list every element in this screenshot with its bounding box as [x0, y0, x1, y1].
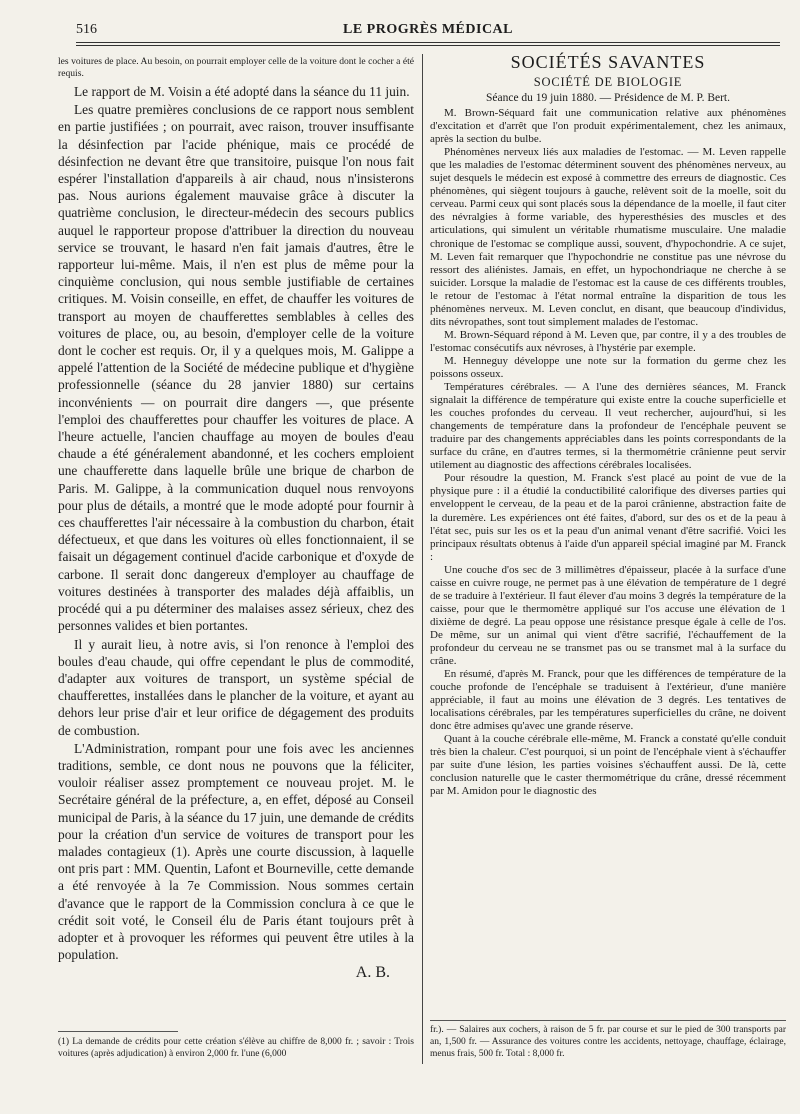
section-title: SOCIÉTÉS SAVANTES — [510, 52, 706, 72]
paragraph: L'Administration, rompant pour une fois avec les anciennes traditions, semble, ce dont nous ne pouvons que la féliciter, vouloir réaliser assez promptement ce nouveau projet. M. le Secrétaire général de la préfecture, a, en effet, déposé au Conseil municipal de Paris, à la séance du 17 juin, une demande de crédits pour la création d'un service de voitures de transport pour les malades contagieux (1). Après une courte discussion, à laquelle ont pris part : MM. Quentin, Lafont et Bourneville, cette demande a été renvoyée à la 7e Commission. Nous sommes certain d'avance que le rapport de la Commission conclura à ce que le crédit soit voté, le Conseil élu de Paris étant toujours prêt à adopter et à provoquer les réformes qui peuvent être utiles à la population. — [58, 740, 414, 963]
paragraph: M. Brown-Séquard répond à M. Leven que, par contre, il y a des troubles de l'estomac consécutifs aux névroses, à l'hystérie par exemple. — [430, 328, 786, 354]
footnote: (1) La demande de crédits pour cette création s'élève au chiffre de 8,000 fr. ; savoir : Trois voitures (après adjudication) à environ 2,000 fr. l'une (6,000 — [58, 1037, 414, 1059]
footnote-continued: fr.). — Salaires aux cochers, à raison de 5 fr. par course et sur le pied de 300 transports par an, 1,500 fr. — Assurance des voitures contre les accidents, nettoyage, chauffage, éclairage, menus frais, 500 fr. Total : 8,000 fr. — [430, 1025, 786, 1059]
footnote-rule-right — [430, 1020, 786, 1021]
society-name: SOCIÉTÉ DE BIOLOGIE — [533, 75, 683, 89]
paragraph: Le rapport de M. Voisin a été adopté dans la séance du 11 juin. — [74, 84, 410, 99]
footnote-rule — [58, 1031, 178, 1032]
column-divider — [422, 54, 423, 1064]
author-signature: A. B. — [355, 964, 390, 982]
journal-title: LE PROGRÈS MÉDICAL — [342, 22, 514, 37]
right-column — [430, 52, 786, 1020]
paragraph: Quant à la couche cérébrale elle-même, M. Franck a constaté qu'elle conduit très bien la chaleur. C'est pourquoi, si un point de l'encéphale vient à s'échauffer par suite d'une lésion, les parties voisines s'échauffent aussi. De là, cette conclusion naturelle que le caster thermométrique du crâne, dressé récemment par M. Amidon pour le diagnostic des — [430, 733, 786, 798]
session-line: Séance du 19 juin 1880. — Présidence de M. P. Bert. — [485, 92, 730, 104]
paragraph: M. Brown-Séquard fait une communication relative aux phénomènes d'excitation et d'arrêt que l'on produit expérimentalement, chez les animaux, après la section du bulbe. — [430, 107, 786, 146]
header-rule-double — [76, 45, 780, 46]
paragraph: En résumé, d'après M. Franck, pour que les différences de température de la couche profonde de l'encéphale se traduisent à l'extérieur, d'une manière appréciable, il faut au moins une élévation de 3 degrés. Les tentatives de localisations cérébrales, par les températures superficielles du crâne, ne doivent donc être admises qu'avec une grande réserve. — [430, 668, 786, 733]
page-header — [76, 22, 780, 40]
paragraph: Températures cérébrales. — A l'une des dernières séances, M. Franck signalait la différence de température qui existe entre la couche superficielle et les couches profondes du cerveau. Il veut rechercher, aujourd'hui, si les changements de température dans la profondeur de l'encéphale peuvent se traduire par des changements appréciables dans les points correspondants de la surface du crâne, en d'autres termes, si la thermométrie crânienne peut servir utilement au diagnostic des affections cérébrales localisées. — [430, 381, 786, 472]
paragraph: Une couche d'os sec de 3 millimètres d'épaisseur, placée à la surface d'une caisse en cuivre rouge, ne permet pas à une élévation de température de 1 degré de se traduire à l'extérieur. Il faut élever d'au moins 3 degrés la température de la caisse, pour que le thermomètre appliqué sur l'os accuse une élévation de 1 dixième de degré. La peau oppose une résistance presque égale à celle de l'os. De même, sur un animal qui vient d'être sacrifié, l'échauffement de la profondeur du cerveau ne se transmet pas ou se transmet mal à la surface du crâne. — [430, 563, 786, 668]
paragraph: Il y aurait lieu, à notre avis, si l'on renonce à l'emploi des boules d'eau chaude, qui offre cependant le plus de commodité, d'adapter aux voitures de transport, un système spécial de chaufferettes, installées dans le plancher de la voiture, et ayant au dehors leur prise d'air et leur orifice de dégagement des produits de combustion. — [58, 636, 414, 738]
paragraph: M. Henneguy développe une note sur la formation du germe chez les poissons osseux. — [430, 354, 786, 380]
header-rule — [76, 42, 780, 43]
paragraph: Phénomènes nerveux liés aux maladies de l'estomac. — M. Leven rappelle que les maladies de l'estomac déterminent souvent des phénomènes nerveux, au sujet desquels le médecin est exposé à commettre des erreurs de diagnostic. Ces phénomènes, qui siègent toujours à gauche, relèvent soit de la moelle, soit du cerveau. Parmi ceux qui sont placés sous la dépendance de la moelle, il faut citer des névralgies à forme variable, des hyperesthésies des muscles et des articulations, qui simulent un véritable rhumatisme musculaire. Une maladie chronique de l'estomac se complique aussi, souvent, d'hypochondrie. A ce sujet, M. Leven fait remarquer que l'hypochondrie ne constitue pas une névrose du ressort des aliénistes. Jamais, en effet, un hypochondriaque ne cherche à se suicider. Lorsque la maladie de l'estomac est la cause de ces différents troubles, le retour de l'estomac à l'état normal entraîne la disparition de tous les phénomènes nerveux. M. Leven conclut, en disant, que beaucoup d'individus, dits névropathes, sont tout simplement malades de l'estomac. — [430, 146, 786, 328]
paragraph: Les quatre premières conclusions de ce rapport nous semblent en partie justifiées ; on pourrait, avec raison, trouver insuffisante la désinfection par l'acide phénique, mais ce procédé de désinfection ne devant être que transitoire, puisque l'on nous fait espérer l'installation d'appareils à air chaud, nous n'insisterons pas. Nous aurions également mauvaise grâce à discuter la quatrième conclusion, le directeur-médecin des secours publics auquel le rapporteur propose d'attribuer la direction du nouveau service se trouvant, le hasard n'en fait jamais d'autres, être le rapporteur lui-même. Mais, il n'en est plus de même pour la cinquième conclusion, qui nous semble justifiable de certaines critiques. M. Voisin conseille, en effet, de chauffer les voitures de transport au moyen de chaufferettes semblables à celles des voitures de place, ou, au besoin, d'employer celle de la voiture dont le cocher est requis. Or, il y a quelques mois, M. Galippe a appelé l'attention de la Société de médecine publique et d'hygiène professionnelle (séance du 28 janvier 1880) sur certains inconvénients — on pourrait dire dangers —, que présente l'emploi des chaufferettes pour chauffer les voitures de place. A l'heure actuelle, l'ancien chauffage au moyen de boules d'eau chaude a été généralement abandonné, et les cochers emploient une chaufferette dans laquelle brûle une brique de charbon de Paris. M. Galippe, à la communication duquel nous renvoyons pour plus de détails, a montré que le mode adopté pour fournir à ces chaufferettes l'air nécessaire à la combustion du charbon, était défectueux, et que dans les voitures où elles fonctionnaient, il se faisait un dégagement continuel d'acide carbonique et d'oxyde de carbone. Il serait donc dangereux d'employer au chauffage de voitures destinées à transporter des malades déjà affaiblis, un procédé qui a pu déterminer des malaises assez sérieux, chez des personnes valides et bien portantes. — [58, 102, 414, 634]
left-column — [58, 56, 414, 1032]
paragraph: Pour résoudre la question, M. Franck s'est placé au point de vue de la physique pure : il a étudié la conductibilité calorifique des diverses parties qui enveloppent le cerveau, de la peau et de la paroi crânienne, abstraction faite de la duremère. Les expériences ont été faites, d'abord, sur des os et de la peau à l'état sec, puis sur les os et la peau d'un animal venant d'être sacrifié. Voici les principaux résultats obtenus à l'aide d'un appareil spécial imaginé par M. Franck : — [430, 472, 786, 563]
carryover-note: les voitures de place. Au besoin, on pourrait employer celle de la voiture dont le cocher a été requis. — [58, 56, 414, 79]
page-number: 516 — [76, 22, 97, 37]
